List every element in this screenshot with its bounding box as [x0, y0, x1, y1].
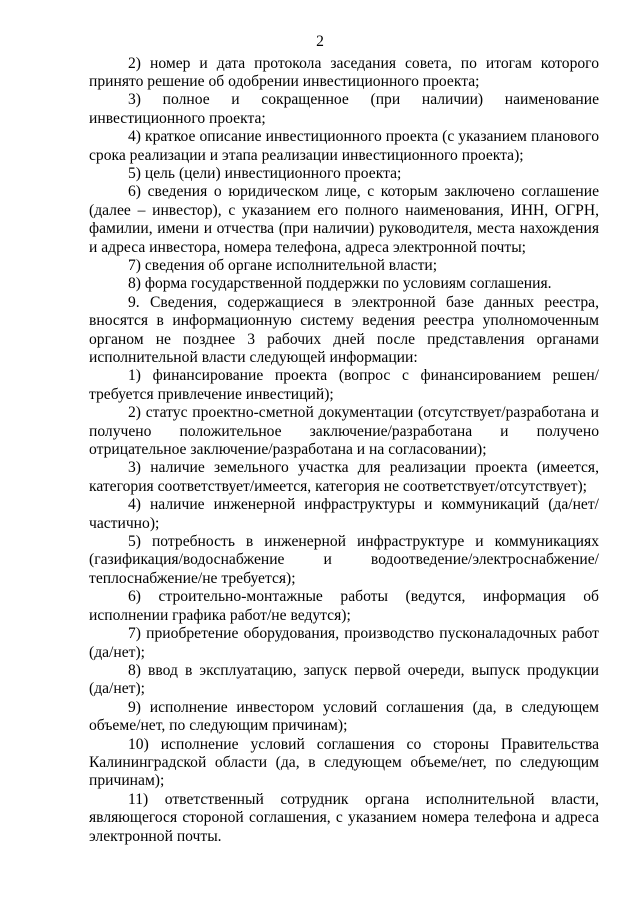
sublist-item-1-financing: 1) финансирование проекта (вопрос с финансированием решен/ требуется привлечение инвестиций);	[89, 367, 599, 403]
sublist-item-8-commissioning: 8) ввод в эксплуатацию, запуск первой очереди, выпуск продукции (да/нет);	[89, 661, 599, 698]
sublist-item-6-construction-works: 6) строительно-монтажные работы (ведутся, информация об исполнении графика работ/не ведутся);	[89, 588, 599, 624]
list-item-4-project-description: 4) краткое описание инвестиционного проекта (с указанием планового срока реализации и этапа реализации инвестиционного проекта);	[89, 128, 599, 164]
sublist-item-11-responsible-employee: 11) ответственный сотрудник органа исполнительной власти, являющегося стороной соглашения, с указанием номера телефона и адреса электронной почты.	[89, 790, 599, 845]
sublist-item-3-land-plot: 3) наличие земельного участка для реализации проекта (имеется, категория соответствует/имеется, категория не соответствует/отсутствует);	[89, 459, 599, 495]
list-item-6-investor-info: 6) сведения о юридическом лице, с которым заключено соглашение (далее – инвестор), с указанием его полного наименования, ИНН, ОГРН, фамилии, имени и отчества (при наличии) руководителя, места нахождения и адреса инвестора, номера телефона, адреса электронной почты;	[89, 183, 599, 256]
list-item-7-executive-body: 7) сведения об органе исполнительной власти;	[128, 256, 438, 274]
document-body	[89, 55, 599, 846]
list-item-8-support-form: 8) форма государственной поддержки по условиям соглашения.	[128, 275, 552, 293]
sublist-item-5-infrastructure-need: 5) потребность в инженерной инфраструктуре и коммуникациях (газификация/водоснабжение и водоотведение/электроснабжение/ теплоснабжение/не требуется);	[89, 533, 599, 587]
list-item-3-project-name: 3) полное и сокращенное (при наличии) наименование инвестиционного проекта;	[89, 91, 599, 127]
sublist-item-7-equipment: 7) приобретение оборудования, производство пусконаладочных работ (да/нет);	[89, 625, 599, 661]
sublist-item-10-government-compliance: 10) исполнение условий соглашения со стороны Правительства Калининградской области (да, в следующем объеме/нет, по следующим причинам);	[89, 735, 599, 790]
sublist-item-4-infrastructure: 4) наличие инженерной инфраструктуры и коммуникаций (да/нет/ частично);	[89, 496, 599, 532]
list-item-5-project-goal: 5) цель (цели) инвестиционного проекта;	[128, 164, 402, 182]
sublist-item-2-design-docs: 2) статус проектно-сметной документации (отсутствует/разработана и получено положительное заключение/разработана и получено отрицательное заключение/разработана и на согласовании);	[89, 404, 599, 459]
sublist-item-9-investor-compliance: 9) исполнение инвестором условий соглашения (да, в следующем объеме/нет, по следующим причинам);	[89, 698, 599, 735]
list-item-2-protocol: 2) номер и дата протокола заседания совета, по итогам которого принято решение об одобрении инвестиционного проекта;	[89, 54, 599, 90]
section-9-paragraph: 9. Сведения, содержащиеся в электронной базе данных реестра, вносятся в информационную систему ведения реестра уполномоченным органом не позднее 3 рабочих дней после представления органами исполнительной власти следующей информации:	[89, 293, 599, 366]
page-number: 2	[316, 33, 324, 50]
